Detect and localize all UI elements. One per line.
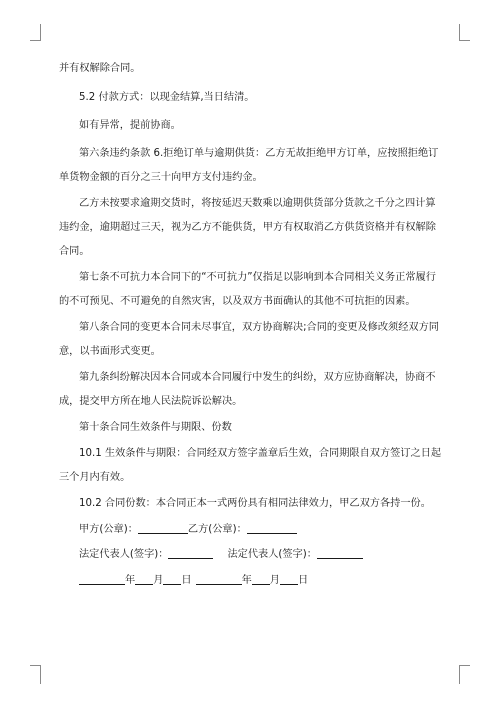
text-line: 成，提交甲方所在地人民法院诉讼解决。 — [59, 396, 243, 407]
rep-b-label: 法定代表人(签字)： — [227, 549, 317, 560]
text-line: 5.2 付款方式：以现金结算,当日结清。 — [79, 92, 255, 103]
text-line: 第十条合同生效条件与期限、份数 — [79, 422, 232, 433]
party-a-seal-blank — [138, 523, 188, 534]
crop-mark-top-left — [30, 24, 41, 41]
party-a-seal-label: 甲方(公章)： — [79, 524, 138, 535]
year-label-a: 年 — [125, 575, 136, 586]
rep-a-label: 法定代表人(签字)： — [79, 549, 169, 560]
text-line: 单货物金额的百分之三十向甲方支付违约金。 — [59, 172, 263, 183]
text-line: 10.2 合同份数：本合同正本一式两份具有相同法律效力，甲乙双方各持一份。 — [79, 498, 431, 509]
month-label-a: 月 — [153, 575, 164, 586]
crop-mark-bottom-right — [459, 665, 470, 684]
day-label-a: 日 — [181, 575, 192, 586]
month-label-b: 月 — [269, 575, 280, 586]
month-blank-a — [135, 574, 153, 585]
text-line: 意，以书面形式变更。 — [59, 346, 161, 357]
text-line: 违约金，逾期超过三天，视为乙方不能供货，甲方有权取消乙方供货资格并有权解除 — [59, 222, 436, 233]
date-line — [79, 574, 308, 588]
party-b-seal-blank — [247, 523, 297, 534]
text-line: 三个月内有效。 — [59, 472, 131, 483]
text-line: 第八条合同的变更本合同未尽事宜，双方协商解决;合同的变更及修改须经双方同 — [79, 322, 439, 333]
party-b-seal-label: 乙方(公章)： — [187, 524, 247, 535]
year-blank-a — [79, 574, 125, 585]
rep-b-blank — [317, 548, 363, 559]
text-line: 乙方未按要求逾期交货时，将按延迟天数乘以逾期供货部分货款之千分之四计算 — [79, 198, 436, 209]
text-line: 第六条违约条款 6.拒绝订单与逾期供货：乙方无故拒绝甲方订单，应按照拒绝订 — [79, 148, 439, 159]
text-line: 第九条纠纷解决因本合同或本合同履行中发生的纠纷，双方应协商解决，协商不 — [79, 372, 436, 383]
text-line: 并有权解除合同。 — [59, 63, 141, 74]
year-blank-b — [196, 574, 242, 585]
crop-mark-bottom-left — [30, 665, 41, 684]
month-blank-b — [252, 574, 270, 585]
day-blank-b — [280, 574, 298, 585]
text-line: 如有异常，提前协商。 — [79, 120, 181, 131]
seal-line — [79, 523, 297, 537]
text-line: 10.1 生效条件与期限：合同经双方签字盖章后生效，合同期限自双方签订之日起 — [79, 448, 442, 459]
text-line: 的不可预见、不可避免的自然灾害，以及双方书面确认的其他不可抗拒的因素。 — [59, 296, 416, 307]
day-blank-a — [163, 574, 181, 585]
representative-line — [79, 548, 363, 562]
text-line: 合同。 — [59, 246, 90, 257]
crop-mark-top-right — [459, 24, 470, 41]
text-line: 第七条不可抗力本合同下的“不可抗力”仅指足以影响到本合同相关义务正常履行 — [79, 272, 436, 283]
day-label-b: 日 — [297, 575, 309, 586]
year-label-b: 年 — [241, 575, 252, 586]
rep-a-blank — [168, 548, 213, 559]
